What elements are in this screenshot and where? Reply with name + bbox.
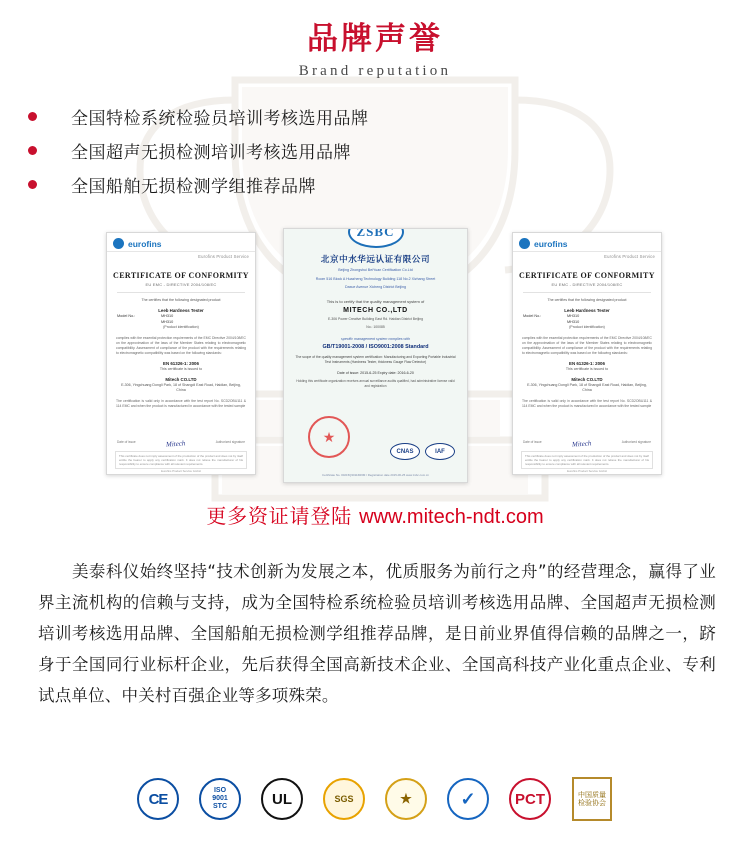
certification-badge-strip [0,777,750,821]
certificate-signature-area [107,440,255,448]
blue-check-label: ✓ [447,778,489,820]
certificate-model-value-2: MH310 [161,319,174,324]
certificate-standard: EN 61326-1: 2006 [569,360,605,366]
certificate-product-id-label: (Product identification) [163,325,199,330]
ce-mark-icon [136,777,180,821]
pct-mark-label: PCT [509,778,551,820]
certificate-dates: Date of issue: 2015-6-25 Expiry date: 2016-6-20 [337,371,414,376]
cn-award-mark-icon [570,777,614,821]
bullet-list [20,102,580,204]
sgs-mark-icon [322,777,366,821]
certificate-signature-area [513,440,661,448]
divider [117,292,245,293]
certificate-brand-name: eurofins [128,238,162,249]
iaf-logo-icon: IAF [425,443,455,460]
certificate-footer-note: Certificate No. 00215Q30116R0M / Registration date 2015-06-25 www.zsbc.com.cn [322,472,429,477]
certificate-intro: The certifies that the following designated product [141,298,221,302]
certificate-model-label: Model No.: [117,314,136,319]
certificate-company-address-2: No.: 100085 [366,324,385,329]
certificate-issuer: Eurofins Product Service GmbH [567,469,607,473]
certificate-company: MITECH CO.,LTD [343,306,408,314]
certificate-body: complies with the essential protection requirements of the EMC Directive 2004/108/EC on the approximation of the laws of the Member States relating to electromagnetic compatibility. Assessment of compliance of the product with the requirements relating to electromagnetic compatibility was based on the following standards: [522,335,652,355]
certificate-org-en-1: Beijing Zhongshui BeiYuan Certification Co.Ltd [338,268,413,272]
certificate-brand-name: eurofins [534,238,568,249]
certificate-holder-address: E-306, Yingchuang Dongli Park, 18 of Shangdi East Road, Haidian, Beijing, China [527,383,647,393]
certificate-product-id-label: (Product identification) [569,325,605,330]
certificate-scope-label: specific management system complies with [341,336,410,341]
certificate-org-cn: 北京中水华远认证有限公司 [320,255,431,265]
certificate-brand-header [107,233,255,252]
certificate-model-label-2 [523,320,567,326]
certificate-title: CERTIFICATE OF CONFORMITY [519,271,655,280]
bullet-label: 全国特检系统检验员培训考核选用品牌 [71,109,369,129]
iso-mark-line3: STC [213,802,227,810]
certificate-intro: The certifies that the following designated product [547,298,627,302]
zsbc-logo-icon: ZSBC [348,228,404,248]
page-header [0,22,750,80]
ul-mark-label: UL [261,778,303,820]
gold-seal-mark-icon [384,777,428,821]
certificate-standard: EN 61326-1: 2006 [163,360,199,366]
certificate-middle [283,228,468,483]
red-seal-icon: ★ [308,416,350,458]
certificate-holder: Mitech CO.LTD [165,377,197,383]
certificate-signature-label: Authorized signature [621,440,651,444]
page-title-cn: 品牌声誉 [307,21,443,57]
cnas-logo-icon: CNAS [390,443,420,460]
certificate-model-label-2 [117,320,161,326]
gold-seal-label: ★ [385,778,427,820]
bullet-dot-icon [28,112,37,121]
certificate-gallery [0,228,750,493]
certificate-note: The certification is valid only in accordance with the test report No. SCD2OBU111 & 114 EMC and when the product is manufactured in accordance with the tested sample [522,398,652,408]
blue-check-mark-icon [446,777,490,821]
certificate-holder-address: E-306, Yingchuang Dongli Park, 18 of Shangdi East Road, Haidian, Beijing, China [121,383,241,393]
page-title-en: Brand reputation [298,62,452,79]
certificate-signature: Mitech [165,439,186,449]
eurofins-logo-icon [113,238,124,249]
certificate-scope: The scope of the quality management system certification: Manufacturing and Exporting Portable Industrial Test Instruments (Hardness Tester, thickness Gauge Flaw Detector) [295,354,456,365]
divider [523,292,651,293]
certificate-issuer: Eurofins Product Service GmbH [161,469,201,473]
certificate-issue-date-label: Date of issue [117,440,136,444]
iso-mark-line1: ISO [213,787,227,795]
bullet-dot-icon [28,180,37,189]
certificate-issue-date-label: Date of issue [523,440,542,444]
certificate-note: The certification is valid only in accordance with the test report No. SCD2OBU111 & 114 EMC and when the product is manufactured in accordance with the tested sample [116,398,246,408]
certificate-left [106,232,256,475]
certificate-right [512,232,662,475]
sgs-mark-label: SGS [323,778,365,820]
certificate-signature-label: Authorized signature [215,440,245,444]
bullet-label: 全国船舶无损检测学组推荐品牌 [71,177,316,197]
certificate-signature: Mitech [571,439,592,449]
list-item [20,102,580,131]
iso-mark-inner [199,778,241,820]
certificate-note: Holding this certificate organization receives annual surveillance audits qualified, had administrative license valid and registration [296,379,455,388]
bullet-dot-icon [28,146,37,155]
certificate-holder-label: This certificate is issued to [159,366,203,371]
certificate-company-address-1: E-306 Power Creative Building East Rd. Haidian District Beijing [328,316,423,321]
cn-award-label: 中国质量检验协会 [572,777,612,821]
certificate-declaration: This is to certify that the quality management system of [326,298,425,304]
website-url[interactable]: www.mitech-ndt.com [359,506,544,528]
certificate-title: CERTIFICATE OF CONFORMITY [113,271,249,280]
certificate-subtitle: EU EMC - DIRECTIVE 2004/108/EC [145,282,217,287]
about-paragraph: 美泰科仪始终坚持“技术创新为发展之本，优质服务为前行之舟”的经营理念，赢得了业界主流机构的信赖与支持，成为全国特检系统检验员培训考核选用品牌、全国超声无损检测培训考核选用品牌、全国船舶无损检测学组推荐品牌，是日前业界值得信赖的品牌之一，跻身于全国同行业标杆企业，先后获得全国高新技术企业、全国高科技产业化重点企业、专利试点单位、中关村百强企业等多项殊荣。 [38,562,716,705]
certificate-brand-header [513,233,661,252]
certificate-model-label: Model No.: [523,314,542,319]
accreditation-logos [390,443,455,460]
certificate-footer-note: This certificate does not imply assessment of the production of the product and does not by itself entitle the bearer to apply any certification mark. It does not relieve the manufacturer of his responsibility to ensure compliance with all relevant requirements. [115,451,247,469]
bullet-label: 全国超声无损检测培训考核选用品牌 [71,143,351,163]
certificate-holder-label: This certificate is issued to [565,366,609,371]
certificate-model-value: MH310 [567,314,580,319]
iso-mark-line2: 9001 [212,795,228,803]
ce-mark-label: CE [137,778,179,820]
certificate-standard: GB/T19001-2008 / ISO9001:2008 Standard [322,343,429,350]
certificate-product-name: Leeb Hardness Tester [564,308,610,314]
certificate-model-value-2: MH310 [567,319,580,324]
list-item [20,136,580,165]
certificate-model-value: MH310 [161,314,174,319]
certificate-org-en-2: Room 516 Block A Huazheng Technology Building 118 No.2 Xizhang Street [315,276,436,281]
certificate-body: complies with the essential protection requirements of the EMC Directive 2004/108/EC on the approximation of the laws of the Member States relating to electromagnetic compatibility. Assessment of compliance of the product with the requirements relating to electromagnetic compatibility was based on the following standards: [116,335,246,355]
certificate-footer-note: This certificate does not imply assessment of the production of the product and does not by itself entitle the bearer to apply any certification mark. It does not relieve the manufacturer of his responsibility to ensure compliance with all relevant requirements. [521,451,653,469]
website-callout [0,500,750,529]
eurofins-logo-icon [519,238,530,249]
certificate-brand-sub: Eurofins Product Service [198,254,249,259]
certificate-subtitle: EU EMC - DIRECTIVE 2004/108/EC [551,282,623,287]
certificate-holder: Mitech CO.LTD [571,377,603,383]
website-label: 更多资证请登陆 [206,504,352,528]
ul-mark-icon [260,777,304,821]
iso-9001-mark-icon [198,777,242,821]
certificate-org-en-3: Daxue Avenue Xicheng District Beijing [344,285,407,290]
certificate-product-name: Leeb Hardness Tester [158,308,204,314]
pct-mark-icon [508,777,552,821]
list-item [20,170,580,199]
certificate-brand-sub: Eurofins Product Service [604,254,655,259]
